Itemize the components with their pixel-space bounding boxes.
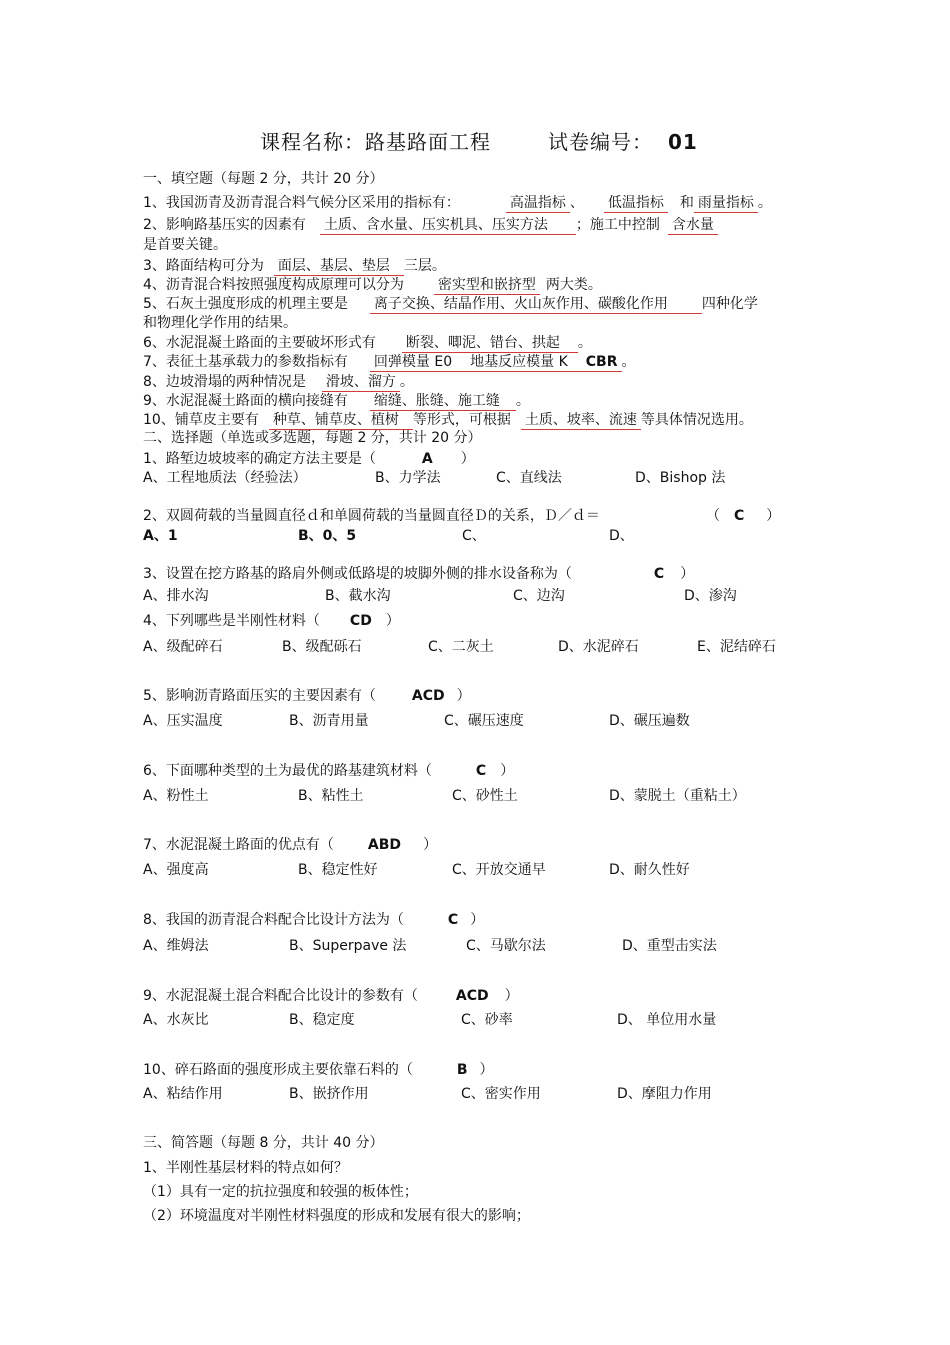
fill-q4-answer: 密实型和嵌挤型 <box>434 276 540 295</box>
fill-q2: 2、影响路基压实的因素有 土质、含水量、压实机具、压实方法 ；施工中控制 含水量 <box>143 216 718 235</box>
paper-number-label: 试卷编号： <box>548 130 653 154</box>
choice-q3-option-c: C、边沟 <box>513 588 565 604</box>
choice-q10-option-b: B、嵌挤作用 <box>289 1086 369 1102</box>
choice-q8-option-d: D、重型击实法 <box>622 938 717 954</box>
choice-q2-option-b: B、0、5 <box>298 528 357 544</box>
choice-q7-option-b: B、稳定性好 <box>298 862 378 878</box>
choice-q4-option-a: A、级配碎石 <box>143 639 223 655</box>
choice-q4-option-b: B、级配砾石 <box>282 639 362 655</box>
course-title: 课程名称：路基路面工程 <box>260 130 491 154</box>
choice-q4-option-d: D、水泥碎石 <box>558 639 639 655</box>
choice-q2-option-c: C、 <box>462 528 486 544</box>
choice-q6-option-b: B、粘性土 <box>298 788 364 804</box>
fill-q2-cont: 是首要关键。 <box>143 237 227 253</box>
fill-q10: 10、铺草皮主要有 种草、铺草皮、植树 等形式，可根据 土质、坡率、流速 等具体情况选用。 <box>143 412 753 428</box>
fill-q10-answer-1: 种草、铺草皮、植树 <box>269 411 413 430</box>
choice-q6-option-d: D、蒙脱土（重粘土） <box>609 788 746 804</box>
fill-q2-answer-1: 土质、含水量、压实机具、压实方法 <box>320 216 576 235</box>
choice-q7-stem: 7、水泥混凝土路面的优点有（ ABD ） <box>143 837 438 853</box>
paper-number: 01 <box>668 130 698 154</box>
fill-q8-answer: 滑坡、溜方 <box>322 373 400 392</box>
fill-q3: 3、路面结构可分为 面层、基层、垫层 三层。 <box>143 258 446 274</box>
choice-q2-answer: （ C ） <box>706 508 781 524</box>
choice-q8-option-a: A、维姆法 <box>143 938 209 954</box>
fill-q6: 6、水泥混凝土路面的主要破坏形式有 断裂、唧泥、错台、拱起 。 <box>143 335 592 351</box>
choice-q7-option-c: C、开放交通早 <box>452 862 546 878</box>
fill-q9-answer: 缩缝、胀缝、施工缝 <box>370 392 516 411</box>
fill-q7-answer-1: 回弹模量 E0 <box>370 353 466 372</box>
choice-q3-option-d: D、渗沟 <box>684 588 737 604</box>
choice-q1-option-b: B、力学法 <box>375 470 441 486</box>
choice-q10-option-a: A、粘结作用 <box>143 1086 223 1102</box>
fill-q7-answer-2: 地基反应模量 K <box>466 353 582 372</box>
choice-q7-option-d: D、耐久性好 <box>609 862 690 878</box>
choice-q1-option-d: D、Bishop 法 <box>635 470 726 486</box>
choice-q3-stem: 3、设置在挖方路基的路肩外侧或低路堤的坡脚外侧的排水设备称为（ C ） <box>143 566 695 582</box>
choice-heading: 二、选择题（单选或多选题，每题 2 分，共计 20 分） <box>143 430 482 446</box>
choice-q5-option-d: D、碾压遍数 <box>609 713 690 729</box>
fill-q7: 7、表征土基承载力的参数指标有 回弹模量 E0 地基反应模量 K CBR 。 <box>143 354 636 370</box>
choice-q9-stem: 9、水泥混凝土混合料配合比设计的参数有（ ACD ） <box>143 988 519 1004</box>
fill-q8: 8、边坡滑塌的两种情况是 滑坡、溜方 。 <box>143 374 414 390</box>
fill-q5: 5、石灰土强度形成的机理主要是 离子交换、结晶作用、火山灰作用、碳酸化作用 四种化学 <box>143 296 758 312</box>
fill-q2-answer-2: 含水量 <box>668 216 718 235</box>
choice-q4-stem: 4、下列哪些是半刚性材料（ CD ） <box>143 613 400 629</box>
choice-q3-option-b: B、截水沟 <box>325 588 391 604</box>
choice-q9-option-b: B、稳定度 <box>289 1012 355 1028</box>
fill-q9: 9、水泥混凝土路面的横向接缝有 缩缝、胀缝、施工缝 。 <box>143 393 530 409</box>
choice-q8-option-c: C、马歇尔法 <box>466 938 546 954</box>
choice-q10-stem: 10、碎石路面的强度形成主要依靠石料的（ B ） <box>143 1062 494 1078</box>
choice-q6-option-c: C、砂性土 <box>452 788 518 804</box>
fill-q7-answer-3: CBR <box>582 353 622 372</box>
choice-q5-stem: 5、影响沥青路面压实的主要因素有（ ACD ） <box>143 688 471 704</box>
choice-q2-stem: 2、双圆荷载的当量圆直径ｄ和单圆荷载的当量圆直径Ｄ的关系，Ｄ／ｄ＝ <box>143 508 600 524</box>
fill-q5-cont: 和物理化学作用的结果。 <box>143 315 297 331</box>
fill-q1: 1、我国沥青及沥青混合料气候分区采用的指标有： 高温指标 、 低温指标 和 雨量指标 。 <box>143 195 772 211</box>
short-q1-point-2: （2）环境温度对半刚性材料强度的形成和发展有很大的影响； <box>143 1208 530 1224</box>
choice-q2-option-d: D、 <box>609 528 634 544</box>
choice-q5-option-c: C、碾压速度 <box>444 713 524 729</box>
choice-q10-option-d: D、摩阻力作用 <box>617 1086 712 1102</box>
fill-q5-answer: 离子交换、结晶作用、火山灰作用、碳酸化作用 <box>370 295 702 314</box>
fill-q10-answer-2: 土质、坡率、流速 <box>521 411 641 430</box>
choice-q9-option-d: D、 单位用水量 <box>617 1012 717 1028</box>
choice-q2-option-a: A、1 <box>143 528 178 544</box>
short-heading: 三、简答题（每题 8 分，共计 40 分） <box>143 1135 384 1151</box>
choice-q4-option-e: E、泥结碎石 <box>697 639 776 655</box>
fill-q6-answer: 断裂、唧泥、错台、拱起 <box>402 334 578 353</box>
choice-q7-option-a: A、强度高 <box>143 862 209 878</box>
choice-q6-stem: 6、下面哪种类型的土为最优的路基建筑材料（ C ） <box>143 763 515 779</box>
choice-q1-stem: 1、路堑边坡坡率的确定方法主要是（ A ） <box>143 451 475 467</box>
choice-q5-option-b: B、沥青用量 <box>289 713 369 729</box>
short-q1-point-1: （1）具有一定的抗拉强度和较强的板体性； <box>143 1184 418 1200</box>
fill-heading: 一、填空题（每题 2 分，共计 20 分） <box>143 171 384 187</box>
choice-q9-option-c: C、砂率 <box>461 1012 513 1028</box>
short-q1: 1、半刚性基层材料的特点如何？ <box>143 1160 348 1176</box>
choice-q3-option-a: A、排水沟 <box>143 588 209 604</box>
choice-q9-option-a: A、水灰比 <box>143 1012 209 1028</box>
choice-q4-option-c: C、二灰土 <box>428 639 494 655</box>
choice-q1-option-a: A、工程地质法（经验法） <box>143 470 307 486</box>
choice-q8-stem: 8、我国的沥青混合料配合比设计方法为（ C ） <box>143 912 485 928</box>
choice-q10-option-c: C、密实作用 <box>461 1086 541 1102</box>
choice-q5-option-a: A、压实温度 <box>143 713 223 729</box>
fill-q1-answer-1: 高温指标 <box>506 194 570 213</box>
fill-q1-answer-2: 低温指标 <box>604 194 668 213</box>
fill-q3-answer: 面层、基层、垫层 <box>274 257 404 276</box>
choice-q1-option-c: C、直线法 <box>496 470 562 486</box>
fill-q4: 4、沥青混合料按照强度构成原理可以分为 密实型和嵌挤型 两大类。 <box>143 277 602 293</box>
choice-q6-option-a: A、粉性土 <box>143 788 209 804</box>
choice-q8-option-b: B、Superpave 法 <box>289 938 407 954</box>
fill-q1-answer-3: 雨量指标 <box>694 194 758 213</box>
